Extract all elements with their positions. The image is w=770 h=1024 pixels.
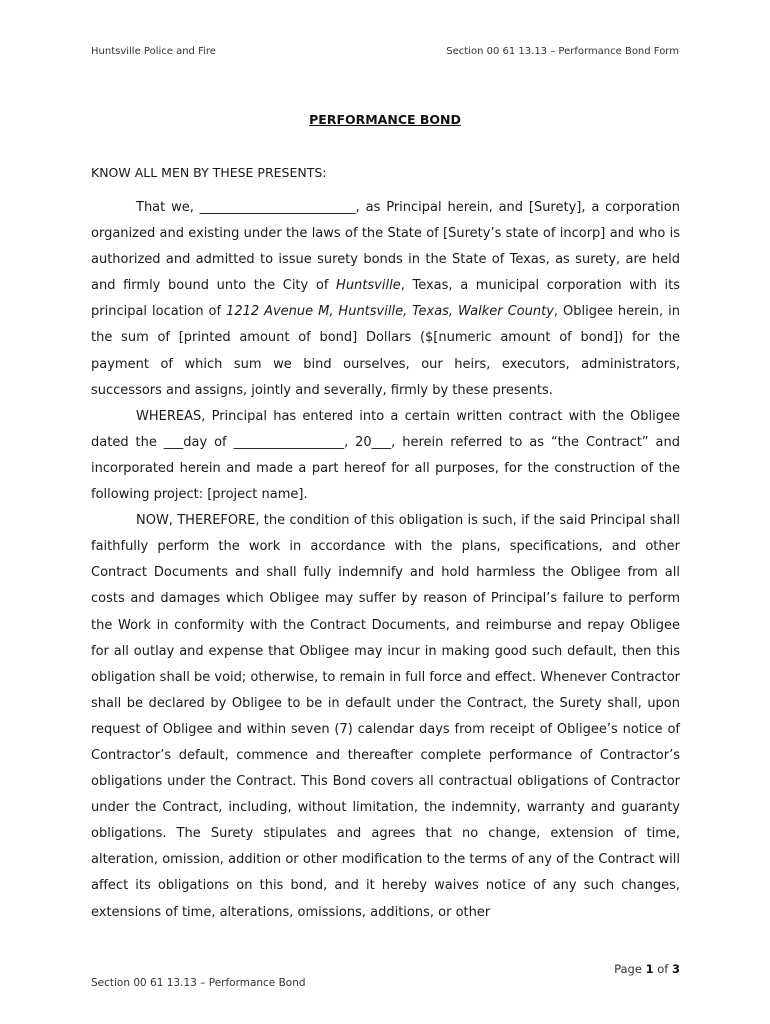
- document-title: PERFORMANCE BOND: [309, 112, 461, 127]
- p1-text-c: , Obligee herein, in the sum of [printed amount of bond] Dollars ($[numeric amount of bond]) for the payment of which sum we bind ourselves, our heirs, executors, administrators, successors and assigns, jointly and severally, firmly by these presents.: [91, 304, 680, 398]
- lead-line: KNOW ALL MEN BY THESE PRESENTS:: [91, 165, 327, 180]
- paragraph-parties: [91, 195, 680, 404]
- paragraph-whereas: WHEREAS, Principal has entered into a certain written contract with the Obligee dated the ___day of _________________, 20___, herein referred to as “the Contract” and incorporated herein and made a part hereof for all purposes, for the construction of the following project: [project name].: [91, 408, 680, 503]
- footer-section-text: Section 00 61 13.13 – Performance Bond: [91, 977, 306, 989]
- page-of: of: [653, 962, 672, 976]
- document-body: [91, 195, 680, 926]
- p1-city: Huntsville: [336, 278, 401, 294]
- page-total: 3: [671, 962, 680, 976]
- header-left-text: Huntsville Police and Fire: [91, 46, 216, 57]
- p1-text-a: That we, ________________________, as Principal herein, and [Surety], a corporation organized and existing under the laws of the State of [Surety’s state of incorp] and who is authorized and admitted to issue surety bonds in the State of Texas, as surety, are held and firmly bound unto the City of: [91, 200, 680, 294]
- page-current: 1: [645, 962, 654, 976]
- paragraph-now-therefore: NOW, THEREFORE, the condition of this obligation is such, if the said Principal shall faithfully perform the work in accordance with the plans, specifications, and other Contract Documents and shall fully indemnify and hold harmless the Obligee from all costs and damages which Obligee may suffer by reason of Principal’s failure to perform the Work in conformity with the Contract Documents, and reimburse and repay Obligee for all outlay and expense that Obligee may incur in making good such default, then this obligation shall be void; otherwise, to remain in full force and effect. Whenever Contractor shall be declared by Obligee to be in default under the Contract, the Surety shall, upon request of Obligee and within seven (7) calendar days from receipt of Obligee’s notice of Contractor’s default, commence and thereafter complete performance of Contractor’s obligations under the Contract. This Bond covers all contractual obligations of Contractor under the Contract, including, without limitation, the indemnity, warranty and guaranty obligations. The Surety stipulates and agrees that no change, extension of time, alteration, omission, addition or other modification to the terms of any of the Contract will affect its obligations on this bond, and it hereby waives notice of any such changes, extensions of time, alterations, omissions, additions, or other: [91, 513, 680, 920]
- p1-address: 1212 Avenue M, Huntsville, Texas, Walker County: [226, 304, 554, 320]
- p1-text-b: , Texas, a municipal corporation with its principal location of: [91, 278, 680, 320]
- page-number: [614, 962, 680, 976]
- header-right-text: Section 00 61 13.13 – Performance Bond Form: [446, 46, 679, 57]
- page-prefix: Page: [614, 962, 646, 976]
